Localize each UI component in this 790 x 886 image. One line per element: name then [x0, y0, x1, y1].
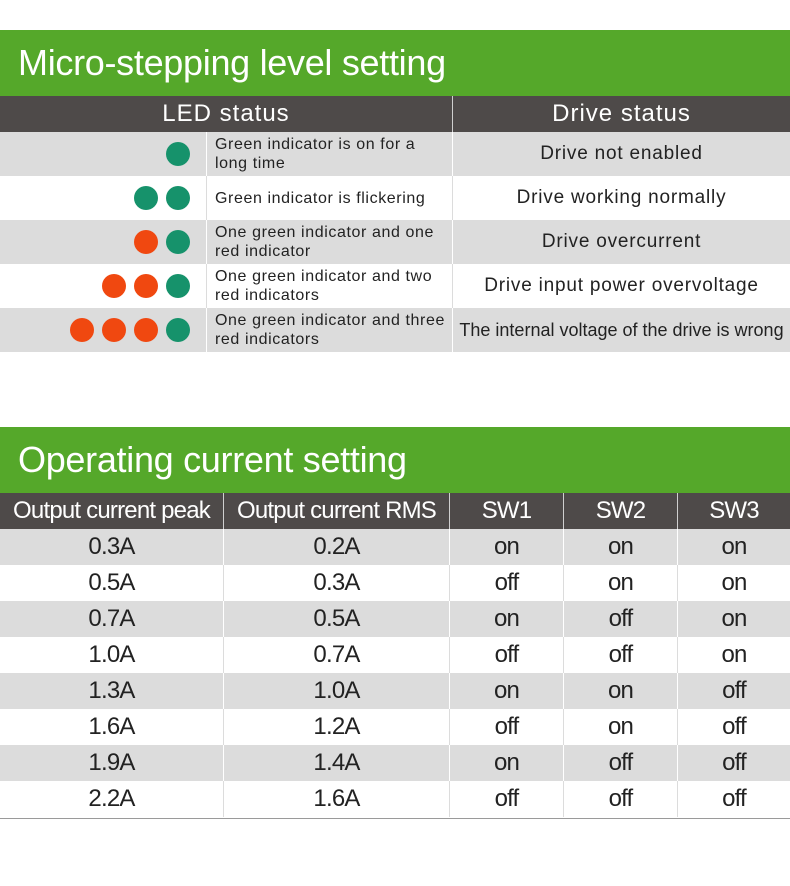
table-row	[0, 565, 790, 601]
red-indicator-icon	[102, 318, 126, 342]
sw1-cell: off	[450, 781, 564, 817]
table-row	[0, 601, 790, 637]
sw2-cell: off	[564, 745, 678, 781]
table-row	[0, 745, 790, 781]
led-status-table	[0, 96, 790, 352]
led-indicators	[0, 264, 207, 308]
output-current-peak-cell: 1.9A	[0, 745, 224, 781]
red-indicator-icon	[134, 230, 158, 254]
sw3-cell: off	[722, 677, 746, 704]
led-row	[0, 308, 790, 352]
drive-status-text: Drive overcurrent	[541, 231, 702, 252]
led-row	[0, 220, 790, 264]
sw1-cell: off	[450, 565, 564, 601]
led-table-body	[0, 132, 790, 352]
led-row	[0, 132, 790, 176]
drive-status-text: Drive input power overvoltage	[484, 275, 759, 296]
section-title-operating-current: Operating current setting	[0, 427, 790, 493]
red-indicator-icon	[102, 274, 126, 298]
header-output-current-peak: Output current peak	[0, 493, 224, 529]
sw2-cell: off	[564, 637, 678, 673]
table-row	[0, 673, 790, 709]
sw1-cell: off	[450, 637, 564, 673]
green-indicator-icon	[166, 318, 190, 342]
green-indicator-icon	[166, 230, 190, 254]
output-current-peak-cell: 2.2A	[0, 781, 224, 817]
led-row	[0, 176, 790, 220]
output-current-rms-cell: 1.0A	[224, 673, 450, 709]
output-current-peak-cell: 1.6A	[0, 709, 224, 745]
led-description: One green indicator and three red indicators	[207, 308, 453, 352]
led-indicators	[0, 132, 207, 176]
table-row	[0, 637, 790, 673]
current-table-header	[0, 493, 790, 529]
header-sw3: SW3	[709, 497, 759, 524]
section-title-micro-stepping: Micro-stepping level setting	[0, 30, 790, 96]
led-table-header	[0, 96, 790, 132]
red-indicator-icon	[134, 318, 158, 342]
table-row	[0, 781, 790, 817]
output-current-rms-cell: 0.2A	[224, 529, 450, 565]
header-sw2: SW2	[564, 493, 678, 529]
current-table-body	[0, 529, 790, 817]
operating-current-table	[0, 493, 790, 817]
led-description: Green indicator is on for a long time	[207, 132, 453, 176]
drive-status-text: Drive working normally	[516, 187, 727, 208]
output-current-rms-cell: 1.4A	[224, 745, 450, 781]
sw1-cell: on	[450, 601, 564, 637]
drive-status-text: The internal voltage of the drive is wrong	[459, 319, 784, 340]
sw3-cell: on	[721, 569, 747, 596]
header-sw1: SW1	[450, 493, 564, 529]
output-current-rms-cell: 1.6A	[224, 781, 450, 817]
sw2-cell: off	[564, 781, 678, 817]
sw1-cell: on	[450, 529, 564, 565]
green-indicator-icon	[134, 186, 158, 210]
led-description: One green indicator and two red indicators	[207, 264, 453, 308]
sw3-cell: off	[722, 713, 746, 740]
led-indicators	[0, 308, 207, 352]
sw2-cell: on	[564, 673, 678, 709]
output-current-rms-cell: 0.3A	[224, 565, 450, 601]
output-current-peak-cell: 1.3A	[0, 673, 224, 709]
output-current-peak-cell: 0.7A	[0, 601, 224, 637]
led-indicators	[0, 220, 207, 264]
led-row	[0, 264, 790, 308]
table-row	[0, 529, 790, 565]
sw1-cell: on	[450, 673, 564, 709]
output-current-peak-cell: 0.5A	[0, 565, 224, 601]
header-drive-status: Drive status	[552, 100, 691, 127]
output-current-peak-cell: 0.3A	[0, 529, 224, 565]
sw1-cell: on	[450, 745, 564, 781]
sw3-cell: on	[721, 533, 747, 560]
sw2-cell: on	[564, 709, 678, 745]
red-indicator-icon	[134, 274, 158, 298]
drive-status-text: Drive not enabled	[540, 143, 703, 164]
red-indicator-icon	[70, 318, 94, 342]
green-indicator-icon	[166, 274, 190, 298]
sw2-cell: on	[564, 529, 678, 565]
output-current-rms-cell: 0.7A	[224, 637, 450, 673]
led-description: One green indicator and one red indicator	[207, 220, 453, 264]
header-led-status: LED status	[0, 96, 453, 132]
sw3-cell: on	[721, 641, 747, 668]
sw1-cell: off	[450, 709, 564, 745]
green-indicator-icon	[166, 186, 190, 210]
table-row	[0, 709, 790, 745]
led-description: Green indicator is flickering	[207, 176, 453, 220]
sw3-cell: off	[722, 785, 746, 812]
sw3-cell: off	[722, 749, 746, 776]
led-indicators	[0, 176, 207, 220]
output-current-rms-cell: 0.5A	[224, 601, 450, 637]
table-bottom-divider	[0, 818, 790, 819]
output-current-rms-cell: 1.2A	[224, 709, 450, 745]
output-current-peak-cell: 1.0A	[0, 637, 224, 673]
green-indicator-icon	[166, 142, 190, 166]
sw2-cell: off	[564, 601, 678, 637]
header-output-current-rms: Output current RMS	[224, 493, 450, 529]
sw2-cell: on	[564, 565, 678, 601]
sw3-cell: on	[721, 605, 747, 632]
